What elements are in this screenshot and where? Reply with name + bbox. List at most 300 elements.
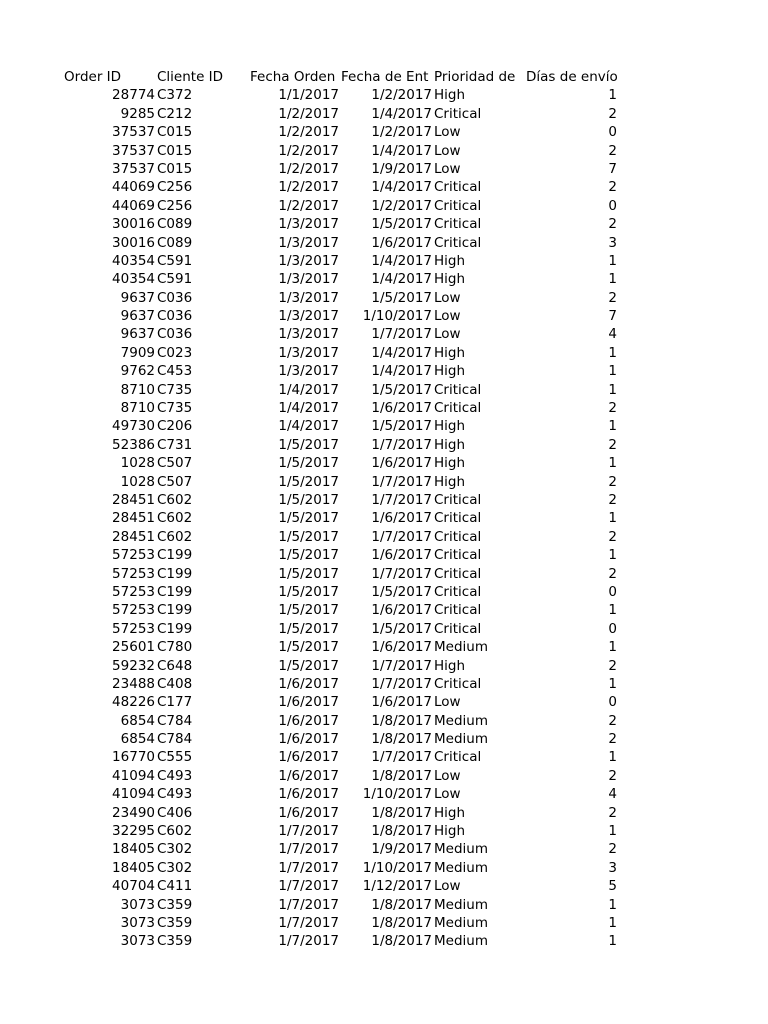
cell-dias-envio[interactable]: 4 xyxy=(608,786,617,803)
cell-prioridad[interactable]: Low xyxy=(434,308,461,325)
cell-cliente-id[interactable]: C784 xyxy=(157,712,193,729)
cell-prioridad[interactable]: Medium xyxy=(434,933,488,950)
cell-fecha-entrega[interactable]: 1/7/2017 xyxy=(371,657,432,674)
cell-fecha-entrega[interactable]: 1/4/2017 xyxy=(371,344,432,361)
cell-cliente-id[interactable]: C199 xyxy=(157,565,193,582)
cell-fecha-orden[interactable]: 1/2/2017 xyxy=(278,197,339,214)
cell-prioridad[interactable]: Low xyxy=(434,786,461,803)
cell-fecha-orden[interactable]: 1/4/2017 xyxy=(278,381,339,398)
cell-order-id[interactable]: 1028 xyxy=(120,473,155,490)
cell-fecha-entrega[interactable]: 1/5/2017 xyxy=(371,289,432,306)
cell-cliente-id[interactable]: C359 xyxy=(157,933,193,950)
cell-prioridad[interactable]: High xyxy=(434,418,466,435)
cell-dias-envio[interactable]: 1 xyxy=(608,381,617,398)
cell-dias-envio[interactable]: 1 xyxy=(608,823,617,840)
cell-fecha-orden[interactable]: 1/2/2017 xyxy=(278,105,339,122)
cell-cliente-id[interactable]: C015 xyxy=(157,160,193,177)
cell-dias-envio[interactable]: 1 xyxy=(608,896,617,913)
cell-fecha-orden[interactable]: 1/6/2017 xyxy=(278,786,339,803)
cell-order-id[interactable]: 28774 xyxy=(112,87,155,104)
cell-fecha-entrega[interactable]: 1/8/2017 xyxy=(371,767,432,784)
cell-dias-envio[interactable]: 0 xyxy=(608,124,617,141)
cell-dias-envio[interactable]: 1 xyxy=(608,914,617,931)
cell-order-id[interactable]: 25601 xyxy=(112,639,155,656)
cell-fecha-orden[interactable]: 1/3/2017 xyxy=(278,271,339,288)
table-row xyxy=(0,142,768,160)
cell-dias-envio[interactable]: 2 xyxy=(608,142,617,159)
cell-cliente-id[interactable]: C780 xyxy=(157,639,193,656)
table-row xyxy=(0,381,768,399)
cell-fecha-orden[interactable]: 1/5/2017 xyxy=(278,510,339,527)
cell-prioridad[interactable]: Low xyxy=(434,160,461,177)
cell-fecha-entrega[interactable]: 1/4/2017 xyxy=(371,271,432,288)
cell-order-id[interactable]: 23488 xyxy=(112,675,155,692)
cell-cliente-id[interactable]: C408 xyxy=(157,675,193,692)
cell-dias-envio[interactable]: 1 xyxy=(608,547,617,564)
cell-order-id[interactable]: 57253 xyxy=(112,583,155,600)
cell-dias-envio[interactable]: 1 xyxy=(608,344,617,361)
cell-cliente-id[interactable]: C453 xyxy=(157,363,193,380)
cell-cliente-id[interactable]: C784 xyxy=(157,731,193,748)
cell-dias-envio[interactable]: 2 xyxy=(608,105,617,122)
cell-prioridad[interactable]: High xyxy=(434,344,466,361)
cell-dias-envio[interactable]: 1 xyxy=(608,87,617,104)
cell-cliente-id[interactable]: C089 xyxy=(157,216,193,233)
cell-prioridad[interactable]: Critical xyxy=(434,547,482,564)
table-row xyxy=(0,454,768,472)
cell-dias-envio[interactable]: 1 xyxy=(608,271,617,288)
header-fecha-orden[interactable]: Fecha Orden xyxy=(250,69,336,85)
cell-fecha-orden[interactable]: 1/2/2017 xyxy=(278,160,339,177)
cell-cliente-id[interactable]: C256 xyxy=(157,179,193,196)
cell-fecha-orden[interactable]: 1/3/2017 xyxy=(278,344,339,361)
cell-fecha-orden[interactable]: 1/6/2017 xyxy=(278,749,339,766)
cell-cliente-id[interactable]: C507 xyxy=(157,455,193,472)
cell-dias-envio[interactable]: 1 xyxy=(608,639,617,656)
cell-order-id[interactable]: 9637 xyxy=(120,326,155,343)
table-row xyxy=(0,620,768,638)
cell-prioridad[interactable]: Critical xyxy=(434,565,482,582)
cell-fecha-orden[interactable]: 1/4/2017 xyxy=(278,418,339,435)
cell-prioridad[interactable]: Low xyxy=(434,289,461,306)
cell-fecha-orden[interactable]: 1/5/2017 xyxy=(278,455,339,472)
cell-cliente-id[interactable]: C493 xyxy=(157,786,193,803)
cell-cliente-id[interactable]: C493 xyxy=(157,767,193,784)
cell-fecha-entrega[interactable]: 1/9/2017 xyxy=(371,160,432,177)
cell-order-id[interactable]: 49730 xyxy=(112,418,155,435)
cell-order-id[interactable]: 44069 xyxy=(112,197,155,214)
cell-order-id[interactable]: 9637 xyxy=(120,308,155,325)
cell-order-id[interactable]: 28451 xyxy=(112,510,155,527)
cell-fecha-entrega[interactable]: 1/2/2017 xyxy=(371,124,432,141)
cell-cliente-id[interactable]: C602 xyxy=(157,528,193,545)
cell-fecha-entrega[interactable]: 1/2/2017 xyxy=(371,197,432,214)
cell-order-id[interactable]: 28451 xyxy=(112,491,155,508)
cell-cliente-id[interactable]: C199 xyxy=(157,602,193,619)
table-row xyxy=(0,748,768,766)
cell-fecha-orden[interactable]: 1/3/2017 xyxy=(278,308,339,325)
cell-fecha-orden[interactable]: 1/6/2017 xyxy=(278,804,339,821)
cell-fecha-orden[interactable]: 1/5/2017 xyxy=(278,602,339,619)
cell-cliente-id[interactable]: C735 xyxy=(157,400,193,417)
cell-cliente-id[interactable]: C731 xyxy=(157,436,193,453)
cell-dias-envio[interactable]: 7 xyxy=(608,160,617,177)
cell-cliente-id[interactable]: C302 xyxy=(157,859,193,876)
cell-order-id[interactable]: 3073 xyxy=(120,896,155,913)
table-row xyxy=(0,675,768,693)
cell-prioridad[interactable]: Low xyxy=(434,767,461,784)
cell-cliente-id[interactable]: C089 xyxy=(157,234,193,251)
cell-fecha-entrega[interactable]: 1/6/2017 xyxy=(371,400,432,417)
cell-prioridad[interactable]: Medium xyxy=(434,841,488,858)
cell-fecha-entrega[interactable]: 1/6/2017 xyxy=(371,547,432,564)
cell-cliente-id[interactable]: C372 xyxy=(157,87,193,104)
cell-fecha-entrega[interactable]: 1/7/2017 xyxy=(371,749,432,766)
cell-fecha-entrega[interactable]: 1/6/2017 xyxy=(371,510,432,527)
cell-fecha-entrega[interactable]: 1/7/2017 xyxy=(371,491,432,508)
cell-fecha-entrega[interactable]: 1/7/2017 xyxy=(371,473,432,490)
cell-fecha-entrega[interactable]: 1/7/2017 xyxy=(371,675,432,692)
cell-order-id[interactable]: 57253 xyxy=(112,620,155,637)
cell-dias-envio[interactable]: 2 xyxy=(608,436,617,453)
cell-order-id[interactable]: 6854 xyxy=(120,731,155,748)
cell-fecha-entrega[interactable]: 1/5/2017 xyxy=(371,620,432,637)
cell-order-id[interactable]: 57253 xyxy=(112,547,155,564)
cell-prioridad[interactable]: High xyxy=(434,271,466,288)
cell-dias-envio[interactable]: 1 xyxy=(608,675,617,692)
cell-fecha-entrega[interactable]: 1/12/2017 xyxy=(362,878,432,895)
cell-fecha-orden[interactable]: 1/2/2017 xyxy=(278,142,339,159)
cell-cliente-id[interactable]: C507 xyxy=(157,473,193,490)
cell-prioridad[interactable]: Critical xyxy=(434,197,482,214)
cell-order-id[interactable]: 8710 xyxy=(120,400,155,417)
cell-dias-envio[interactable]: 1 xyxy=(608,363,617,380)
cell-dias-envio[interactable]: 1 xyxy=(608,749,617,766)
cell-fecha-entrega[interactable]: 1/5/2017 xyxy=(371,381,432,398)
cell-dias-envio[interactable]: 2 xyxy=(608,179,617,196)
cell-fecha-orden[interactable]: 1/2/2017 xyxy=(278,179,339,196)
cell-dias-envio[interactable]: 0 xyxy=(608,620,617,637)
cell-fecha-orden[interactable]: 1/5/2017 xyxy=(278,528,339,545)
cell-fecha-entrega[interactable]: 1/6/2017 xyxy=(371,455,432,472)
cell-prioridad[interactable]: High xyxy=(434,455,466,472)
cell-prioridad[interactable]: Critical xyxy=(434,179,482,196)
cell-fecha-entrega[interactable]: 1/8/2017 xyxy=(371,823,432,840)
cell-prioridad[interactable]: Critical xyxy=(434,234,482,251)
cell-prioridad[interactable]: High xyxy=(434,87,466,104)
cell-order-id[interactable]: 1028 xyxy=(120,455,155,472)
cell-prioridad[interactable]: Low xyxy=(434,142,461,159)
cell-prioridad[interactable]: Critical xyxy=(434,400,482,417)
cell-prioridad[interactable]: Low xyxy=(434,124,461,141)
cell-cliente-id[interactable]: C602 xyxy=(157,491,193,508)
cell-fecha-entrega[interactable]: 1/7/2017 xyxy=(371,565,432,582)
cell-fecha-orden[interactable]: 1/3/2017 xyxy=(278,234,339,251)
cell-order-id[interactable]: 23490 xyxy=(112,804,155,821)
cell-cliente-id[interactable]: C411 xyxy=(157,878,193,895)
cell-fecha-orden[interactable]: 1/5/2017 xyxy=(278,583,339,600)
header-row xyxy=(0,68,768,86)
cell-fecha-entrega[interactable]: 1/5/2017 xyxy=(371,418,432,435)
cell-order-id[interactable]: 32295 xyxy=(112,823,155,840)
table-row xyxy=(0,178,768,196)
cell-dias-envio[interactable]: 5 xyxy=(608,878,617,895)
cell-prioridad[interactable]: Critical xyxy=(434,381,482,398)
cell-fecha-orden[interactable]: 1/5/2017 xyxy=(278,436,339,453)
cell-prioridad[interactable]: High xyxy=(434,804,466,821)
cell-fecha-entrega[interactable]: 1/8/2017 xyxy=(371,933,432,950)
cell-prioridad[interactable]: Critical xyxy=(434,491,482,508)
cell-order-id[interactable]: 18405 xyxy=(112,859,155,876)
header-dias-envio[interactable]: Días de envío xyxy=(526,69,618,85)
cell-fecha-orden[interactable]: 1/2/2017 xyxy=(278,124,339,141)
cell-fecha-orden[interactable]: 1/6/2017 xyxy=(278,731,339,748)
cell-fecha-entrega[interactable]: 1/10/2017 xyxy=(362,308,432,325)
cell-order-id[interactable]: 40354 xyxy=(112,271,155,288)
cell-fecha-entrega[interactable]: 1/8/2017 xyxy=(371,896,432,913)
cell-cliente-id[interactable]: C555 xyxy=(157,749,193,766)
header-fecha-entrega[interactable]: Fecha de Ent xyxy=(341,69,429,85)
cell-prioridad[interactable]: High xyxy=(434,436,466,453)
cell-fecha-orden[interactable]: 1/6/2017 xyxy=(278,712,339,729)
cell-cliente-id[interactable]: C177 xyxy=(157,694,193,711)
cell-prioridad[interactable]: Medium xyxy=(434,896,488,913)
cell-fecha-orden[interactable]: 1/7/2017 xyxy=(278,823,339,840)
cell-order-id[interactable]: 57253 xyxy=(112,565,155,582)
cell-order-id[interactable]: 37537 xyxy=(112,142,155,159)
cell-fecha-orden[interactable]: 1/6/2017 xyxy=(278,675,339,692)
cell-fecha-orden[interactable]: 1/4/2017 xyxy=(278,400,339,417)
cell-cliente-id[interactable]: C036 xyxy=(157,289,193,306)
cell-prioridad[interactable]: Medium xyxy=(434,859,488,876)
table-row xyxy=(0,638,768,656)
cell-prioridad[interactable]: Critical xyxy=(434,583,482,600)
cell-fecha-entrega[interactable]: 1/5/2017 xyxy=(371,583,432,600)
cell-order-id[interactable]: 37537 xyxy=(112,160,155,177)
cell-dias-envio[interactable]: 0 xyxy=(608,583,617,600)
cell-dias-envio[interactable]: 2 xyxy=(608,565,617,582)
cell-dias-envio[interactable]: 1 xyxy=(608,510,617,527)
cell-fecha-orden[interactable]: 1/5/2017 xyxy=(278,639,339,656)
cell-order-id[interactable]: 44069 xyxy=(112,179,155,196)
cell-fecha-entrega[interactable]: 1/4/2017 xyxy=(371,105,432,122)
cell-dias-envio[interactable]: 2 xyxy=(608,841,617,858)
cell-dias-envio[interactable]: 1 xyxy=(608,455,617,472)
cell-fecha-entrega[interactable]: 1/7/2017 xyxy=(371,436,432,453)
cell-fecha-orden[interactable]: 1/7/2017 xyxy=(278,859,339,876)
cell-fecha-entrega[interactable]: 1/4/2017 xyxy=(371,252,432,269)
cell-dias-envio[interactable]: 0 xyxy=(608,197,617,214)
cell-order-id[interactable]: 48226 xyxy=(112,694,155,711)
cell-order-id[interactable]: 8710 xyxy=(120,381,155,398)
cell-dias-envio[interactable]: 3 xyxy=(608,234,617,251)
cell-order-id[interactable]: 40354 xyxy=(112,252,155,269)
cell-order-id[interactable]: 41094 xyxy=(112,786,155,803)
cell-prioridad[interactable]: Medium xyxy=(434,914,488,931)
cell-fecha-orden[interactable]: 1/6/2017 xyxy=(278,694,339,711)
cell-prioridad[interactable]: High xyxy=(434,657,466,674)
cell-cliente-id[interactable]: C206 xyxy=(157,418,193,435)
cell-prioridad[interactable]: Low xyxy=(434,878,461,895)
cell-fecha-entrega[interactable]: 1/10/2017 xyxy=(362,859,432,876)
cell-dias-envio[interactable]: 2 xyxy=(608,657,617,674)
cell-fecha-entrega[interactable]: 1/7/2017 xyxy=(371,528,432,545)
cell-fecha-entrega[interactable]: 1/10/2017 xyxy=(362,786,432,803)
cell-fecha-orden[interactable]: 1/7/2017 xyxy=(278,933,339,950)
cell-order-id[interactable]: 7909 xyxy=(120,344,155,361)
cell-fecha-orden[interactable]: 1/7/2017 xyxy=(278,896,339,913)
cell-fecha-orden[interactable]: 1/3/2017 xyxy=(278,252,339,269)
cell-order-id[interactable]: 3073 xyxy=(120,933,155,950)
cell-fecha-entrega[interactable]: 1/9/2017 xyxy=(371,841,432,858)
cell-cliente-id[interactable]: C602 xyxy=(157,823,193,840)
cell-prioridad[interactable]: High xyxy=(434,823,466,840)
cell-cliente-id[interactable]: C256 xyxy=(157,197,193,214)
header-prioridad[interactable]: Prioridad de xyxy=(434,69,516,85)
cell-fecha-entrega[interactable]: 1/8/2017 xyxy=(371,712,432,729)
cell-order-id[interactable]: 30016 xyxy=(112,234,155,251)
cell-order-id[interactable]: 9637 xyxy=(120,289,155,306)
cell-fecha-entrega[interactable]: 1/4/2017 xyxy=(371,179,432,196)
cell-cliente-id[interactable]: C406 xyxy=(157,804,193,821)
cell-fecha-orden[interactable]: 1/1/2017 xyxy=(278,87,339,104)
cell-cliente-id[interactable]: C199 xyxy=(157,547,193,564)
cell-dias-envio[interactable]: 3 xyxy=(608,859,617,876)
cell-fecha-entrega[interactable]: 1/6/2017 xyxy=(371,694,432,711)
cell-cliente-id[interactable]: C648 xyxy=(157,657,193,674)
cell-dias-envio[interactable]: 2 xyxy=(608,731,617,748)
cell-prioridad[interactable]: High xyxy=(434,473,466,490)
cell-order-id[interactable]: 40704 xyxy=(112,878,155,895)
cell-fecha-orden[interactable]: 1/3/2017 xyxy=(278,326,339,343)
cell-fecha-orden[interactable]: 1/6/2017 xyxy=(278,767,339,784)
cell-fecha-entrega[interactable]: 1/8/2017 xyxy=(371,804,432,821)
cell-cliente-id[interactable]: C302 xyxy=(157,841,193,858)
cell-cliente-id[interactable]: C735 xyxy=(157,381,193,398)
cell-order-id[interactable]: 59232 xyxy=(112,657,155,674)
cell-order-id[interactable]: 6854 xyxy=(120,712,155,729)
cell-fecha-entrega[interactable]: 1/6/2017 xyxy=(371,602,432,619)
cell-dias-envio[interactable]: 7 xyxy=(608,308,617,325)
cell-order-id[interactable]: 52386 xyxy=(112,436,155,453)
cell-order-id[interactable]: 37537 xyxy=(112,124,155,141)
cell-order-id[interactable]: 9285 xyxy=(120,105,155,122)
cell-prioridad[interactable]: High xyxy=(434,252,466,269)
header-order-id[interactable]: Order ID xyxy=(64,69,122,85)
cell-cliente-id[interactable]: C023 xyxy=(157,344,193,361)
cell-cliente-id[interactable]: C199 xyxy=(157,583,193,600)
cell-fecha-entrega[interactable]: 1/2/2017 xyxy=(371,87,432,104)
cell-fecha-orden[interactable]: 1/5/2017 xyxy=(278,565,339,582)
cell-order-id[interactable]: 16770 xyxy=(112,749,155,766)
cell-fecha-entrega[interactable]: 1/5/2017 xyxy=(371,216,432,233)
cell-dias-envio[interactable]: 2 xyxy=(608,216,617,233)
cell-order-id[interactable]: 41094 xyxy=(112,767,155,784)
cell-order-id[interactable]: 28451 xyxy=(112,528,155,545)
cell-fecha-entrega[interactable]: 1/4/2017 xyxy=(371,142,432,159)
cell-dias-envio[interactable]: 2 xyxy=(608,473,617,490)
cell-prioridad[interactable]: Critical xyxy=(434,602,482,619)
cell-dias-envio[interactable]: 2 xyxy=(608,712,617,729)
table-row xyxy=(0,565,768,583)
cell-fecha-orden[interactable]: 1/5/2017 xyxy=(278,620,339,637)
cell-prioridad[interactable]: Medium xyxy=(434,731,488,748)
cell-dias-envio[interactable]: 2 xyxy=(608,767,617,784)
cell-dias-envio[interactable]: 0 xyxy=(608,694,617,711)
cell-fecha-orden[interactable]: 1/3/2017 xyxy=(278,216,339,233)
cell-cliente-id[interactable]: C212 xyxy=(157,105,193,122)
cell-prioridad[interactable]: Critical xyxy=(434,510,482,527)
cell-cliente-id[interactable]: C036 xyxy=(157,308,193,325)
cell-cliente-id[interactable]: C359 xyxy=(157,896,193,913)
cell-fecha-orden[interactable]: 1/3/2017 xyxy=(278,363,339,380)
cell-fecha-entrega[interactable]: 1/8/2017 xyxy=(371,731,432,748)
cell-fecha-orden[interactable]: 1/3/2017 xyxy=(278,289,339,306)
cell-order-id[interactable]: 9762 xyxy=(120,363,155,380)
cell-prioridad[interactable]: Critical xyxy=(434,105,482,122)
cell-dias-envio[interactable]: 1 xyxy=(608,252,617,269)
cell-cliente-id[interactable]: C015 xyxy=(157,142,193,159)
cell-prioridad[interactable]: Critical xyxy=(434,749,482,766)
cell-fecha-orden[interactable]: 1/7/2017 xyxy=(278,841,339,858)
cell-order-id[interactable]: 30016 xyxy=(112,216,155,233)
cell-fecha-orden[interactable]: 1/5/2017 xyxy=(278,491,339,508)
cell-prioridad[interactable]: Medium xyxy=(434,639,488,656)
cell-prioridad[interactable]: Critical xyxy=(434,620,482,637)
cell-fecha-entrega[interactable]: 1/6/2017 xyxy=(371,234,432,251)
cell-dias-envio[interactable]: 2 xyxy=(608,491,617,508)
cell-dias-envio[interactable]: 2 xyxy=(608,528,617,545)
cell-prioridad[interactable]: Critical xyxy=(434,675,482,692)
cell-fecha-entrega[interactable]: 1/8/2017 xyxy=(371,914,432,931)
cell-prioridad[interactable]: Critical xyxy=(434,528,482,545)
cell-prioridad[interactable]: Low xyxy=(434,326,461,343)
cell-dias-envio[interactable]: 2 xyxy=(608,400,617,417)
cell-cliente-id[interactable]: C015 xyxy=(157,124,193,141)
cell-fecha-entrega[interactable]: 1/6/2017 xyxy=(371,639,432,656)
cell-fecha-entrega[interactable]: 1/4/2017 xyxy=(371,363,432,380)
cell-cliente-id[interactable]: C036 xyxy=(157,326,193,343)
cell-dias-envio[interactable]: 4 xyxy=(608,326,617,343)
header-cliente-id[interactable]: Cliente ID xyxy=(157,69,224,85)
cell-dias-envio[interactable]: 2 xyxy=(608,804,617,821)
cell-dias-envio[interactable]: 1 xyxy=(608,602,617,619)
cell-cliente-id[interactable]: C199 xyxy=(157,620,193,637)
cell-prioridad[interactable]: High xyxy=(434,363,466,380)
cell-cliente-id[interactable]: C602 xyxy=(157,510,193,527)
cell-fecha-orden[interactable]: 1/5/2017 xyxy=(278,473,339,490)
cell-dias-envio[interactable]: 1 xyxy=(608,933,617,950)
table-row xyxy=(0,215,768,233)
cell-dias-envio[interactable]: 1 xyxy=(608,418,617,435)
cell-order-id[interactable]: 3073 xyxy=(120,914,155,931)
cell-prioridad[interactable]: Critical xyxy=(434,216,482,233)
cell-cliente-id[interactable]: C591 xyxy=(157,271,193,288)
cell-fecha-entrega[interactable]: 1/7/2017 xyxy=(371,326,432,343)
cell-order-id[interactable]: 18405 xyxy=(112,841,155,858)
table-row xyxy=(0,123,768,141)
cell-fecha-orden[interactable]: 1/7/2017 xyxy=(278,878,339,895)
cell-fecha-orden[interactable]: 1/5/2017 xyxy=(278,657,339,674)
cell-fecha-orden[interactable]: 1/5/2017 xyxy=(278,547,339,564)
cell-cliente-id[interactable]: C359 xyxy=(157,914,193,931)
cell-dias-envio[interactable]: 2 xyxy=(608,289,617,306)
cell-order-id[interactable]: 57253 xyxy=(112,602,155,619)
cell-prioridad[interactable]: Low xyxy=(434,694,461,711)
cell-prioridad[interactable]: Medium xyxy=(434,712,488,729)
cell-cliente-id[interactable]: C591 xyxy=(157,252,193,269)
cell-fecha-orden[interactable]: 1/7/2017 xyxy=(278,914,339,931)
